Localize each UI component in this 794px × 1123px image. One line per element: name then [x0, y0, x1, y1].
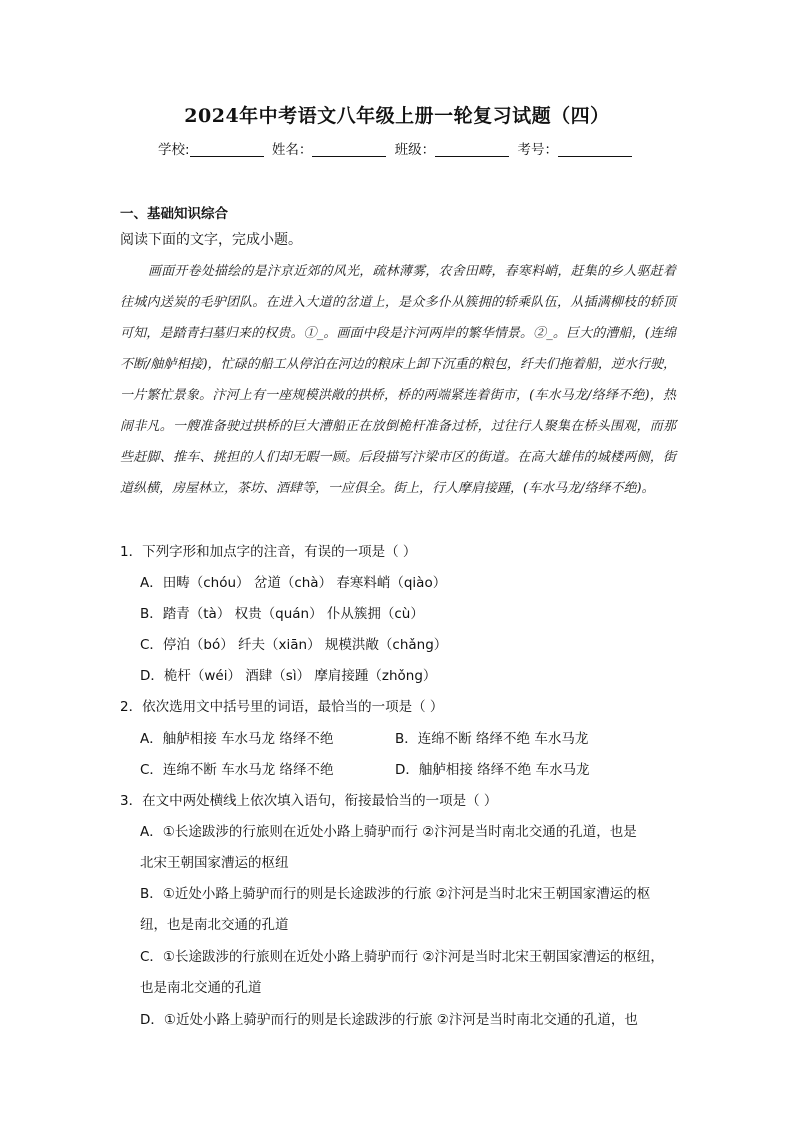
question-1-option-d: D．桅杆（wéi） 酒肆（sì） 摩肩接踵（zhǒng） [140, 668, 437, 684]
question-3-option-b-line1: B．①近处小路上骑驴而行的则是长途跋涉的行旅 ②汴河是当时北宋王朝国家漕运的枢 [140, 886, 651, 902]
name-blank [312, 142, 386, 157]
question-3-option-c-line2: 也是南北交通的孔道 [140, 980, 262, 996]
school-blank [190, 142, 264, 157]
question-2-option-b: B．连绵不断 络绎不绝 车水马龙 [395, 731, 589, 747]
question-3-option-a-line1: A．①长途跋涉的行旅则在近处小路上骑驴而行 ②汴河是当时南北交通的孔道，也是 [140, 824, 637, 840]
name-label: 姓名： [271, 142, 313, 158]
question-2-option-c: C．连绵不断 车水马龙 络绎不绝 [140, 762, 334, 778]
question-1-option-a: A．田畴（chóu） 岔道（chà） 春寒料峭（qiào） [140, 575, 447, 591]
class-blank [435, 142, 509, 157]
question-1-option-b: B．踏青（tà） 权贵（quán） 仆从簇拥（cù） [140, 606, 424, 622]
question-3-stem: 3．在文中两处横线上依次填入语句，衔接最恰当的一项是（ ） [120, 793, 498, 809]
exam-no-blank [558, 142, 632, 157]
question-3-option-b-line2: 纽，也是南北交通的孔道 [140, 917, 289, 933]
question-2-option-d: D．舳舻相接 络绎不绝 车水马龙 [395, 762, 590, 778]
school-label: 学校: [158, 142, 190, 158]
question-3-option-c-line1: C．①长途跋涉的行旅则在近处小路上骑驴而行 ②汴河是当时北宋王朝国家漕运的枢纽， [140, 949, 664, 965]
reading-instruction: 阅读下面的文字，完成小题。 [120, 232, 302, 248]
question-3-option-a-line2: 北宋王朝国家漕运的枢纽 [140, 855, 289, 871]
question-2-stem: 2．依次选用文中括号里的词语，最恰当的一项是（ ） [120, 699, 444, 715]
question-3-option-d-line1: D．①近处小路上骑驴而行的则是长途跋涉的行旅 ②汴河是当时南北交通的孔道，也 [140, 1012, 638, 1028]
student-info-line [0, 138, 794, 158]
question-1-stem: 1．下列字形和加点字的注音，有误的一项是（ ） [120, 544, 417, 560]
section-heading: 一、基础知识综合 [120, 206, 228, 222]
exam-title: 2024年中考语文八年级上册一轮复习试题（四） [184, 105, 610, 127]
question-2-option-a: A．舳舻相接 车水马龙 络绎不绝 [140, 731, 334, 747]
question-1-option-c: C．停泊（bó） 纤夫（xiān） 规模洪敞（chǎng） [140, 637, 448, 653]
reading-passage: 画面开卷处描绘的是汴京近郊的风光，疏林薄雾，农舍田畴，春寒料峭，赶集的乡人驱赶着往城内送炭的毛驴团队。在进入大道的岔道上，是众多仆从簇拥的轿乘队伍，从插满柳枝的轿顶可知，是踏青扫墓归来的权贵。①_。画面中段是汴河两岸的繁华情景。②_。巨大的漕船，(连绵不断/舳舻相接)，忙碌的船工从停泊在河边的粮床上卸下沉重的粮包，纤夫们拖着船，逆水行驶，一片繁忙景象。汴河上有一座规模洪敞的拱桥，桥的两端紧连着街市，(车水马龙/络绎不绝)，热闹非凡。一艘准备驶过拱桥的巨大漕船正在放倒桅杆准备过桥，过往行人聚集在桥头围观，而那些赶脚、推车、挑担的人们却无暇一顾。后段描写汴梁市区的街道。在高大雄伟的城楼两侧，街道纵横，房屋林立，茶坊、酒肆等，一应俱全。街上，行人摩肩接踵，(车水马龙/络绎不绝)。 [120, 264, 676, 496]
exam-no-label: 考号： [517, 142, 558, 158]
class-label: 班级： [394, 142, 436, 158]
